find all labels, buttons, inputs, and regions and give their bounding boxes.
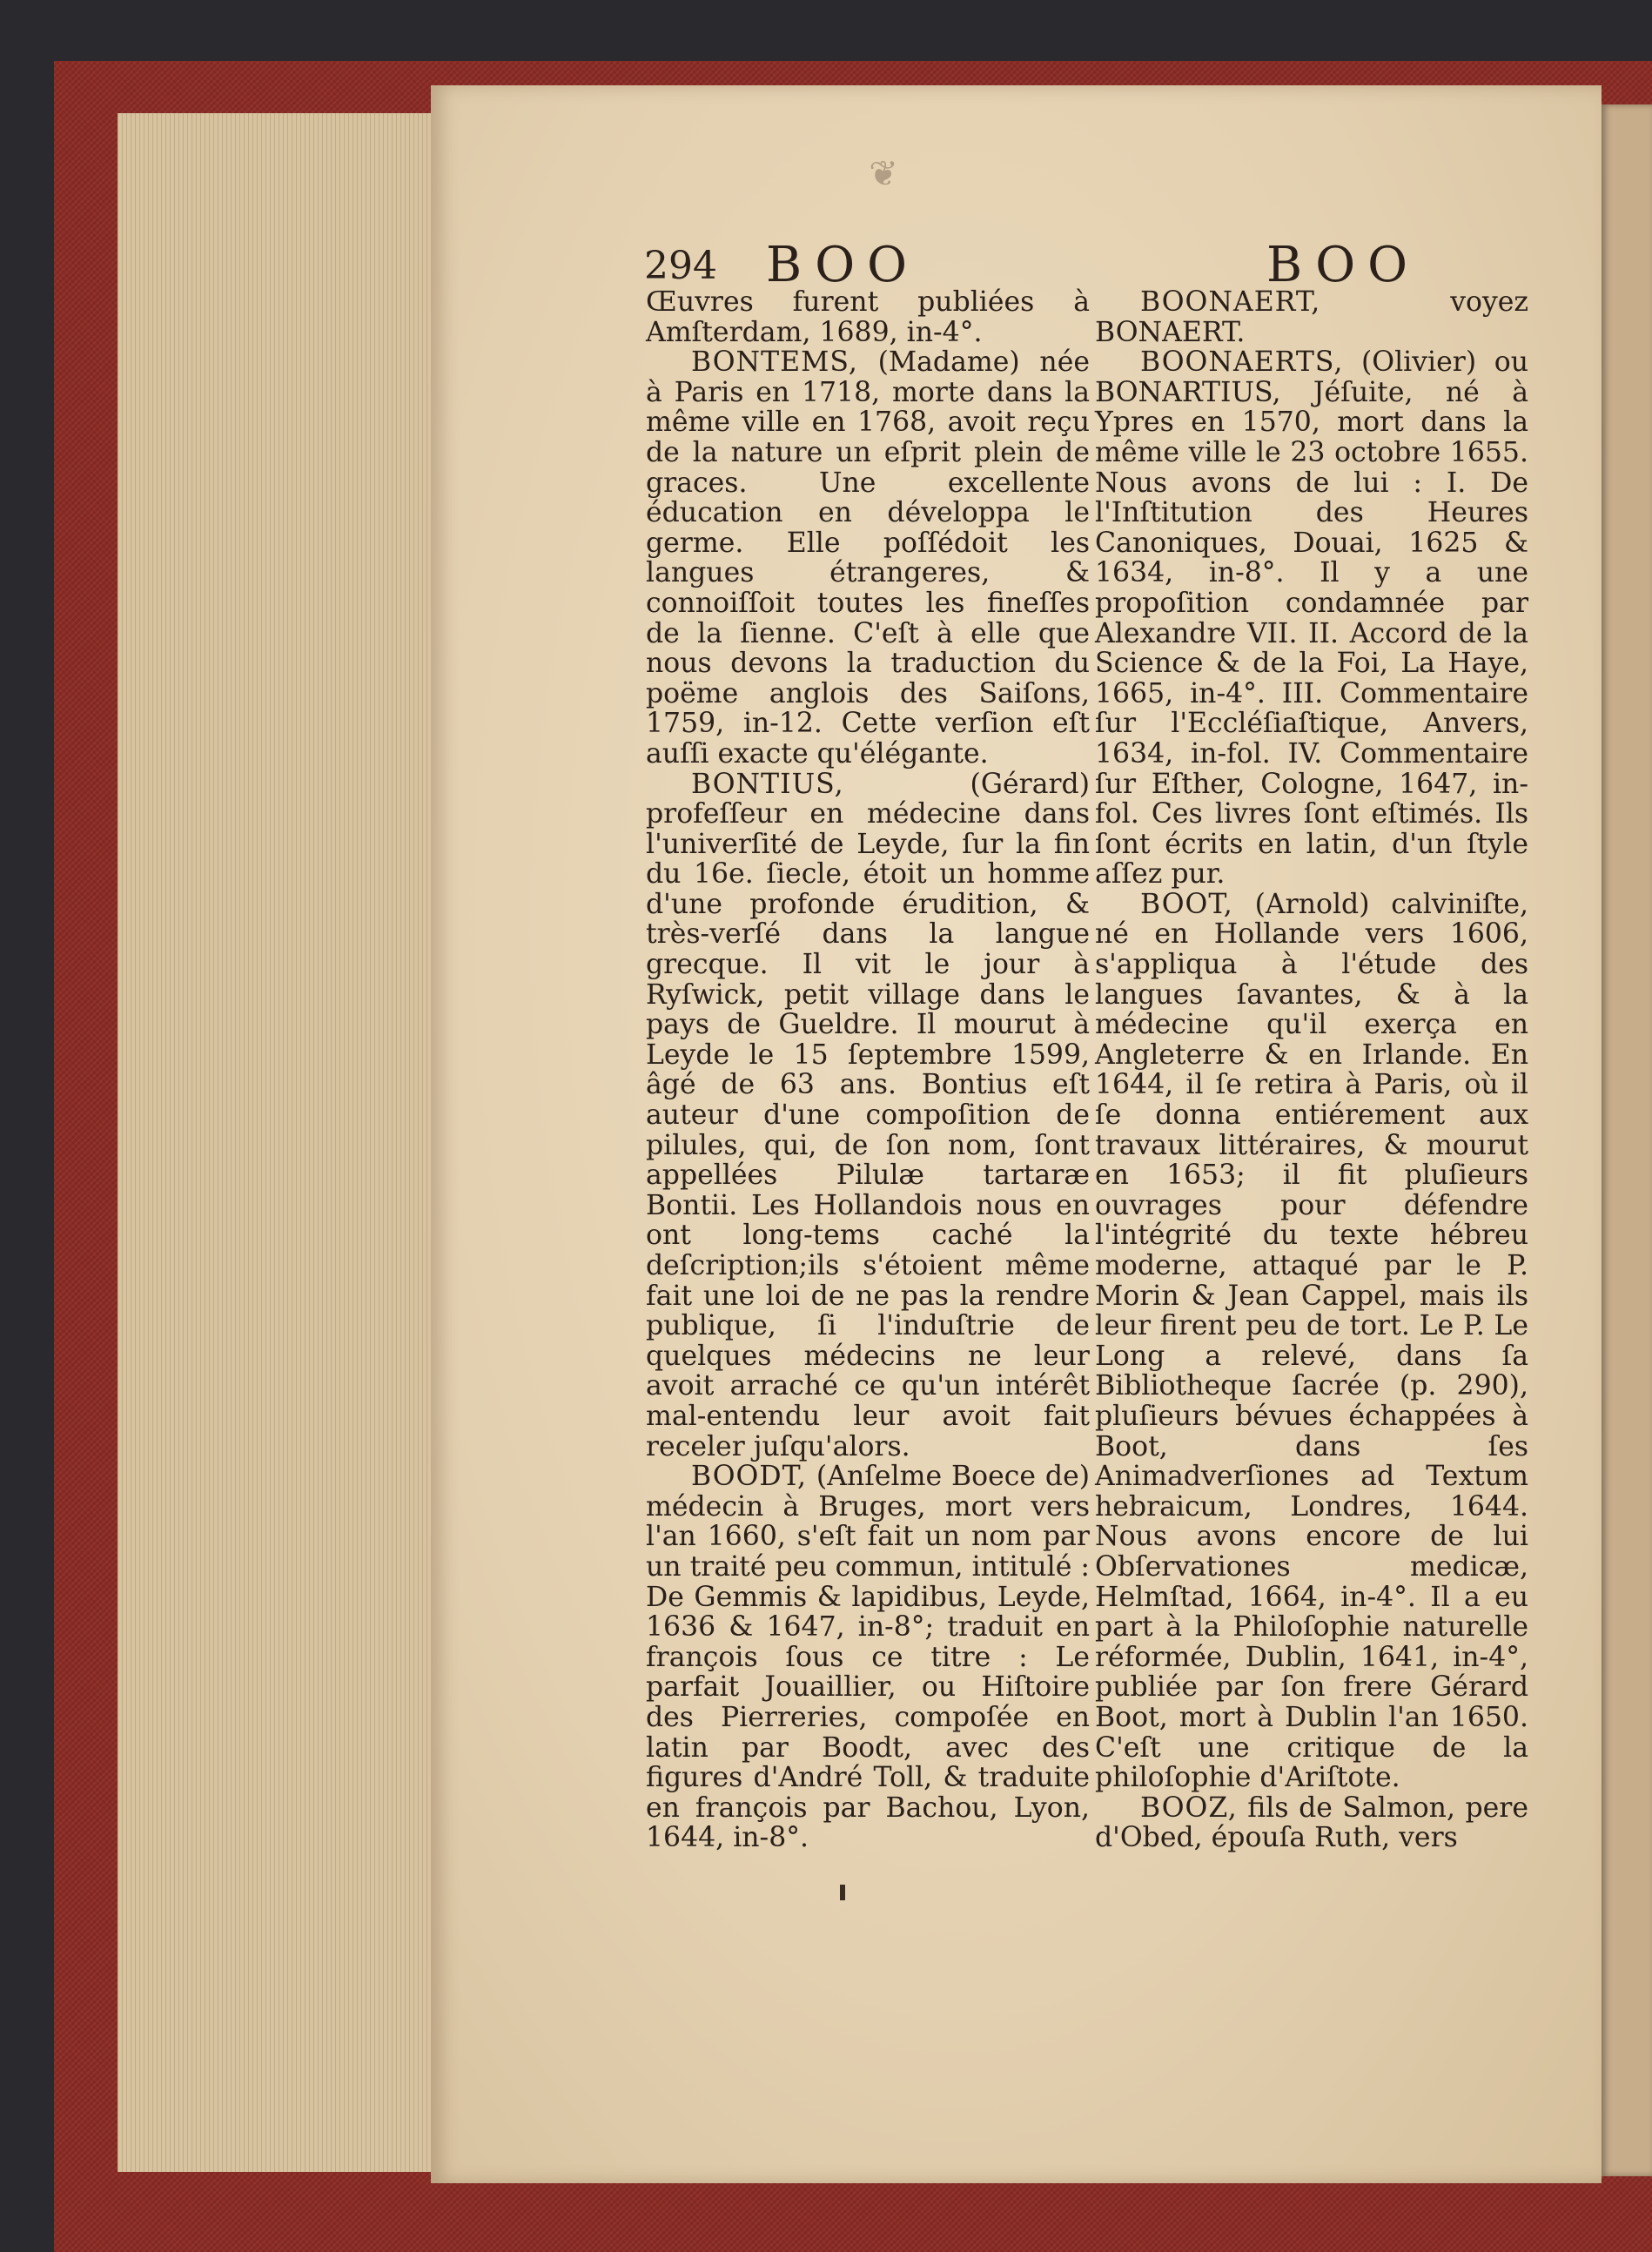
entry-head: BOONAERTS,	[1140, 346, 1344, 379]
right-running-head: BOO	[1266, 237, 1420, 293]
page-number: 294	[644, 244, 717, 288]
right-column	[1095, 287, 1528, 1853]
entry-head: BOOT,	[1140, 888, 1233, 920]
flower-ornament-icon: ❦	[869, 154, 898, 194]
entry	[1095, 287, 1528, 347]
entry-text: (Gérard) profeſſeur en médecine dans l'univerſité de Leyde, ſur la fin du 16e. ſiecle, étoit un homme d'une profonde érudition, & très-verſé dans la langue grecque. Il vit le jour à Ryſwick, petit village dans le pays de Gueldre. Il mourut à Leyde le 15 ſeptembre 1599, âgé de 63 ans. Bontius eſt auteur d'une compoſition de pilules, qui, de ſon nom, ſont appellées Pilulæ tartaræ Bontii. Les Hollandois nous en ont long-tems caché la deſcription;ils s'étoient même fait une loi de ne pas la rendre publique, ſi l'induſtrie de quelques médecins ne leur avoit arraché ce qu'un intérêt mal-entendu leur avoit fait receler juſqu'alors.	[646, 768, 1090, 1462]
entry-text: voyez BONAERT.	[1095, 286, 1528, 348]
facing-page-edge	[1602, 104, 1652, 2176]
entry	[646, 1462, 1090, 1853]
entry	[646, 287, 1090, 347]
entry-text: (Anſelme Boece de) médecin à Bruges, mort vers l'an 1660, s'eſt fait un nom par un traité peu commun, intitulé : De Gemmis & lapidibus, Leyde, 1636 & 1647, in-8°; traduit en françois ſous ce titre : Le parfait Jouaillier, ou Hiſtoire des Pierreries, compoſée en latin par Boodt, avec des figures d'André Toll, & traduite en françois par Bachou, Lyon, 1644, in-8°.	[646, 1461, 1090, 1854]
entry	[1095, 1793, 1528, 1853]
entry-text: Œuvres furent publiées à Amſterdam, 1689, in-4°.	[646, 286, 1090, 348]
entry-text: fils de Salmon, pere d'Obed, épouſa Ruth, vers	[1095, 1792, 1529, 1854]
entry-head: BONTEMS,	[691, 346, 858, 379]
page-edges	[118, 113, 431, 2172]
left-column	[646, 287, 1090, 1853]
entry-text: (Madame) née à Paris en 1718, morte dans la même ville en 1768, avoit reçu de la nature un eſprit plein de graces. Une excellente éducation en développa le germe. Elle poſſédoit les langues étrangeres, & connoiſſoit toutes les fineſſes de la ſienne. C'eſt à elle que nous devons la traduction du poëme anglois des Saiſons, 1759, in-12. Cette verſion eſt auſſi exacte qu'élégante.	[646, 346, 1090, 770]
entry	[646, 347, 1090, 769]
entry	[1095, 347, 1528, 890]
running-header	[644, 237, 1532, 293]
entry	[646, 770, 1090, 1462]
entry	[1095, 890, 1528, 1793]
entry-text: (Olivier) ou BONARTIUS, Jéſuite, né à Ypres en 1570, mort dans la même ville le 23 octobre 1655. Nous avons de lui : I. De l'Inſtitution des Heures Canoniques, Douai, 1625 & 1634, in-8°. Il y a une propoſition condamnée par Alexandre VII. II. Accord de la Science & de la Foi, La Haye, 1665, in-4°. III. Commentaire ſur l'Eccléſiaſtique, Anvers, 1634, in-fol. IV. Commentaire ſur Eſther, Cologne, 1647, in-fol. Ces livres ſont eſtimés. Ils ſont écrits en latin, d'un ſtyle aſſez pur.	[1095, 346, 1528, 891]
left-running-head: BOO	[766, 237, 920, 293]
entry-head: BOOZ,	[1140, 1792, 1238, 1824]
printer-mark	[840, 1885, 845, 1900]
entry-head: BOODT,	[691, 1461, 808, 1493]
entry-text: (Arnold) calviniſte, né en Hollande vers 1606, s'appliqua à l'étude des langues ſavantes, & à la médecine qu'il exerça en Angleterre & en Irlande. En 1644, il ſe retira à Paris, où il ſe donna entiérement aux travaux littéraires, & mourut en 1653; il fit pluſieurs ouvrages pour défendre l'intégrité du texte hébreu moderne, attaqué par le P. Morin & Jean Cappel, mais ils leur firent peu de tort. Le P. Le Long a relevé, dans ſa Bibliotheque ſacrée (p. 290), pluſieurs bévues échappées à Boot, dans ſes Animadverſiones ad Textum hebraicum, Londres, 1644. Nous avons encore de lui Obſervationes medicæ, Helmſtad, 1664, in-4°. Il a eu part à la Philoſophie naturelle réformée, Dublin, 1641, in-4°, publiée par ſon frere Gérard Boot, mort à Dublin l'an 1650. C'eſt une critique de la philoſophie d'Ariſtote.	[1095, 888, 1529, 1794]
entry-head: BONTIUS,	[691, 768, 844, 800]
entry-head: BOONAERT,	[1140, 286, 1321, 318]
